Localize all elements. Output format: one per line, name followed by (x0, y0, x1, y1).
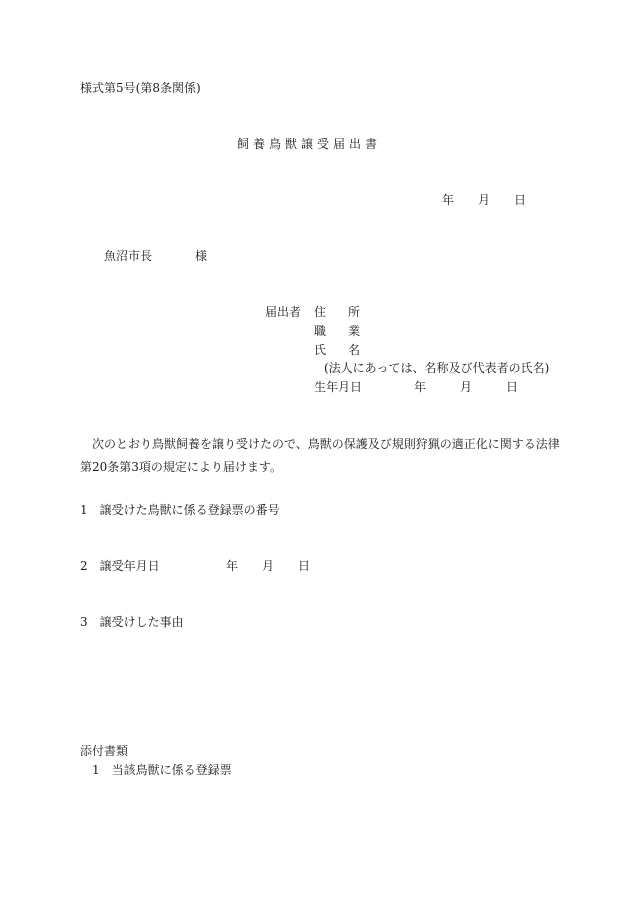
item-text: 譲受年月日 (99, 559, 160, 573)
body-text-line-1: 次のとおり鳥獣飼養を譲り受けたので、鳥獣の保護及び規則狩猟の適正化に関する法律 (92, 437, 560, 451)
addressee-name: 魚沼市長 (104, 249, 153, 263)
birthdate-row (314, 379, 518, 395)
transfer-year-label: 年 (226, 559, 239, 573)
notifier-label: 届出者 (265, 305, 302, 319)
name-label: 氏 名 (314, 343, 361, 357)
birth-month-label: 月 (460, 380, 473, 394)
item-number: 2 (80, 559, 88, 573)
address-label: 住 所 (314, 305, 361, 319)
item-number: 3 (80, 615, 88, 629)
occupation-label: 職 業 (314, 324, 361, 338)
attachment-number: 1 (92, 763, 100, 777)
attachment-text: 当該鳥獣に係る登録票 (111, 763, 232, 777)
date-year-label: 年 (442, 193, 455, 207)
submission-date (442, 192, 526, 208)
birth-day-label: 日 (506, 380, 519, 394)
addressee-honorific: 様 (195, 249, 208, 263)
item-3 (80, 614, 184, 630)
item-text: 譲受けした事由 (99, 615, 184, 629)
item-1 (80, 502, 280, 518)
item-number: 1 (80, 503, 88, 517)
date-month-label: 月 (478, 193, 491, 207)
transfer-month-label: 月 (262, 559, 275, 573)
document-title: 飼養鳥獣譲受届出書 (237, 137, 382, 151)
attachment-item-1 (92, 762, 232, 778)
birth-year-label: 年 (414, 380, 427, 394)
item-text: 譲受けた鳥獣に係る登録票の番号 (99, 503, 280, 517)
form-number: 様式第5号(第8条関係) (80, 81, 201, 95)
item-2 (80, 558, 160, 574)
transfer-date (226, 558, 310, 574)
transfer-day-label: 日 (298, 559, 311, 573)
body-text-line-2: 第20条第3項の規定により届けます。 (80, 460, 282, 474)
date-day-label: 日 (514, 193, 527, 207)
corporate-note: (法人にあっては、名称及び代表者の氏名) (324, 361, 550, 375)
attachments-heading: 添付書類 (80, 744, 129, 758)
birthdate-label: 生年月日 (314, 380, 363, 394)
